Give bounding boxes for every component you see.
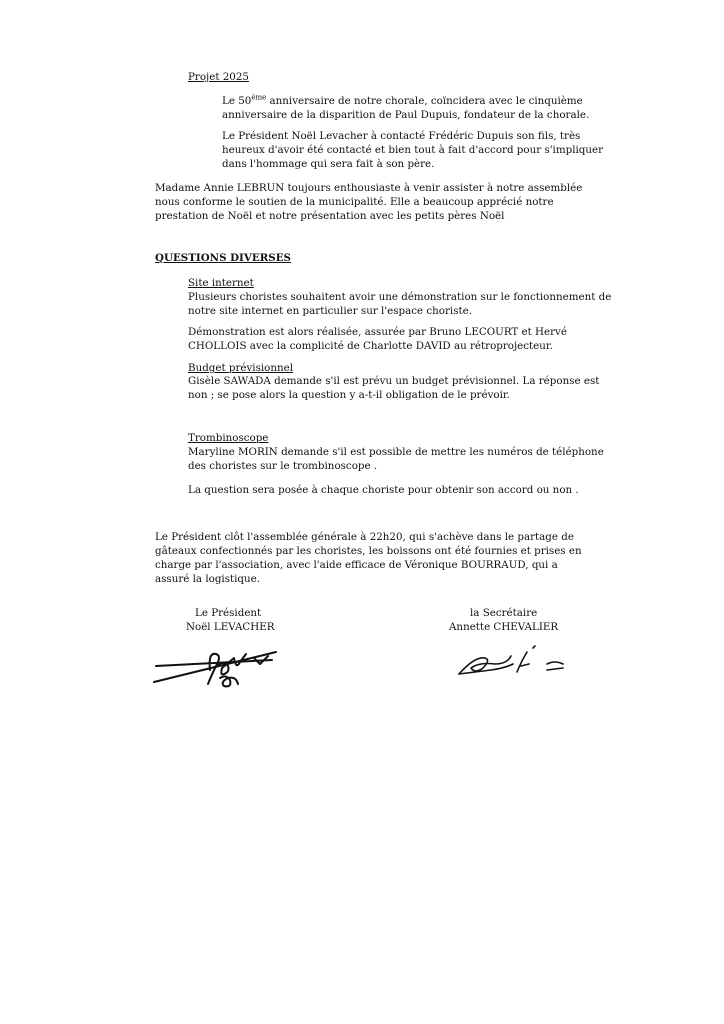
site-paragraph-1: Plusieurs choristes souhaitent avoir une démonstration sur le fonctionnement de notre site internet en particulier sur l'espace choriste. — [188, 291, 612, 317]
closing-paragraph: Le Président clôt l'assemblée générale à 22h20, qui s'achève dans le partage de gâteaux confectionnés par les choristes, les boissons ont été fournies et prises en charge par l'association, avec l'aide efficace de Véronique BOURRAUD, qui a assuré la logistique. — [155, 531, 582, 585]
projet-heading: Projet 2025 — [188, 71, 249, 83]
budget-heading: Budget prévisionnel — [188, 362, 294, 374]
projet-paragraph-2: Le Président Noël Levacher à contacté Frédéric Dupuis son fils, très heureux d'avoir été contacté et bien tout à fait d'accord pour s'impliquer dans l'hommage qui sera fait à son père. — [222, 130, 604, 170]
trombi-heading: Trombinoscope — [188, 432, 269, 444]
secretary-signature — [455, 640, 570, 684]
president-signature — [150, 640, 280, 692]
president-title: Le Président — [195, 607, 262, 619]
projet-paragraph-1 — [222, 94, 622, 122]
president-name: Noël LEVACHER — [186, 621, 275, 633]
projet-p1-sup: ème — [251, 93, 267, 102]
secretary-name: Annette CHEVALIER — [449, 621, 559, 633]
site-heading: Site internet — [188, 277, 254, 289]
trombi-paragraph-1: Maryline MORIN demande s'il est possible de mettre les numéros de téléphone des choristes sur le trombinoscope . — [188, 446, 604, 472]
projet-p1-end: anniversaire de notre chorale, coïncidera avec le cinquième anniversaire de la disparition de Paul Dupuis, fondateur de la chorale. — [222, 95, 590, 121]
trombi-paragraph-2: La question sera posée à chaque choriste pour obtenir son accord ou non . — [188, 484, 579, 496]
projet-p1-start: Le 50 — [222, 95, 252, 107]
budget-paragraph-1: Gisèle SAWADA demande s'il est prévu un budget prévisionnel. La réponse est non ; se pose alors la question y a-t-il obligation de le prévoir. — [188, 375, 600, 401]
secretary-title: la Secrétaire — [470, 607, 538, 619]
questions-heading: QUESTIONS DIVERSES — [155, 252, 291, 264]
lebrun-paragraph: Madame Annie LEBRUN toujours enthousiaste à venir assister à notre assemblée nous conforme le soutien de la municipalité. Elle a beaucoup apprécié notre prestation de Noël et notre présentation avec les petits pères Noël — [155, 182, 583, 222]
site-paragraph-2: Démonstration est alors réalisée, assurée par Bruno LECOURT et Hervé CHOLLOIS avec la complicité de Charlotte DAVID au rétroprojecteur. — [188, 326, 567, 352]
